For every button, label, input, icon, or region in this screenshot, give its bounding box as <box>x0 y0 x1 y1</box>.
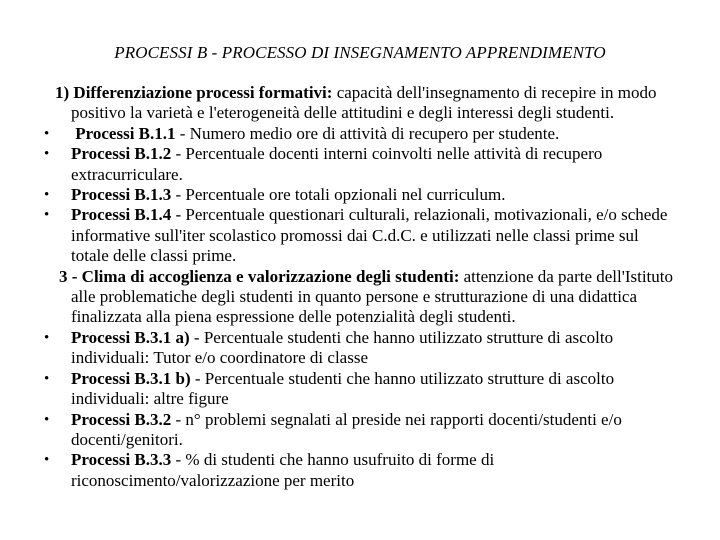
section-3 <box>0 267 720 328</box>
list-item <box>0 328 720 369</box>
item-label: Processi B.3.1 b) <box>71 368 191 388</box>
list-item <box>0 144 720 185</box>
section-1-lead <box>55 83 656 122</box>
section-3-label: 3 - Clima di accoglienza e valorizzazione degli studenti: <box>59 266 460 286</box>
item-label: Processi B.1.2 <box>71 144 172 164</box>
section-1-text: capacità dell'insegnamento di recepire in modo positivo la varietà e l'eterogeneità delle attitudini e degli interessi degli studenti. <box>71 83 657 123</box>
section-3-lead <box>59 267 673 327</box>
list-item <box>0 205 720 266</box>
section-3-text: attenzione da parte dell'Istituto alle problematiche degli studenti in quanto persone e strutturazione di una didattica finalizzata alla piena espressione delle potenzialità degli studenti. <box>71 266 673 327</box>
bullet-icon: • <box>44 125 50 142</box>
bullet-icon: • <box>44 187 50 204</box>
item-label: Processi B.1.1 <box>75 123 176 143</box>
bullet-icon: • <box>44 452 50 469</box>
list-item <box>0 185 720 205</box>
item-text: - Percentuale ore totali opzionali nel curriculum. <box>175 185 506 205</box>
item-text: - Percentuale studenti che hanno utilizzato strutture di ascolto individuali: altre figure <box>71 368 615 409</box>
item-text: - Numero medio ore di attività di recupero per studente. <box>179 123 560 143</box>
bullet-icon: • <box>44 207 50 224</box>
bullet-icon: • <box>44 329 50 346</box>
item-text: - Percentuale docenti interni coinvolti nelle attività di recupero extracurriculare. <box>71 144 603 184</box>
bullet-icon: • <box>44 370 50 387</box>
bullet-icon: • <box>44 146 50 163</box>
item-label: Processi B.1.3 <box>71 185 172 205</box>
item-label: Processi B.3.3 <box>71 450 172 470</box>
bullet-icon: • <box>44 411 50 428</box>
document-body <box>0 83 720 491</box>
item-label: Processi B.1.4 <box>71 205 172 225</box>
list-item <box>0 410 720 451</box>
section-1-label: 1) Differenziazione processi formativi: <box>55 83 333 102</box>
list-item <box>0 450 720 491</box>
item-label: Processi B.3.1 a) <box>71 327 190 347</box>
item-text: - n° problemi segnalati al preside nei rapporti docenti/studenti e/o docenti/genitori. <box>71 409 622 449</box>
list-item <box>0 124 720 144</box>
section-1 <box>0 83 720 124</box>
item-text: - Percentuale studenti che hanno utilizzato strutture di ascolto individuali: Tutor e/o coordinatore di classe <box>71 327 614 368</box>
item-text: - Percentuale questionari culturali, relazionali, motivazionali, e/o schede informative sull'iter scolastico promossi dai C.d.C. e utilizzati nelle classi prime sul totale delle classi prime. <box>71 205 668 266</box>
item-label: Processi B.3.2 <box>71 409 172 429</box>
document-title: PROCESSI B - PROCESSO DI INSEGNAMENTO APPRENDIMENTO <box>114 43 606 62</box>
list-item <box>0 369 720 410</box>
item-text: - % di studenti che hanno usufruito di forme di riconoscimento/valorizzazione per merito <box>71 450 495 490</box>
